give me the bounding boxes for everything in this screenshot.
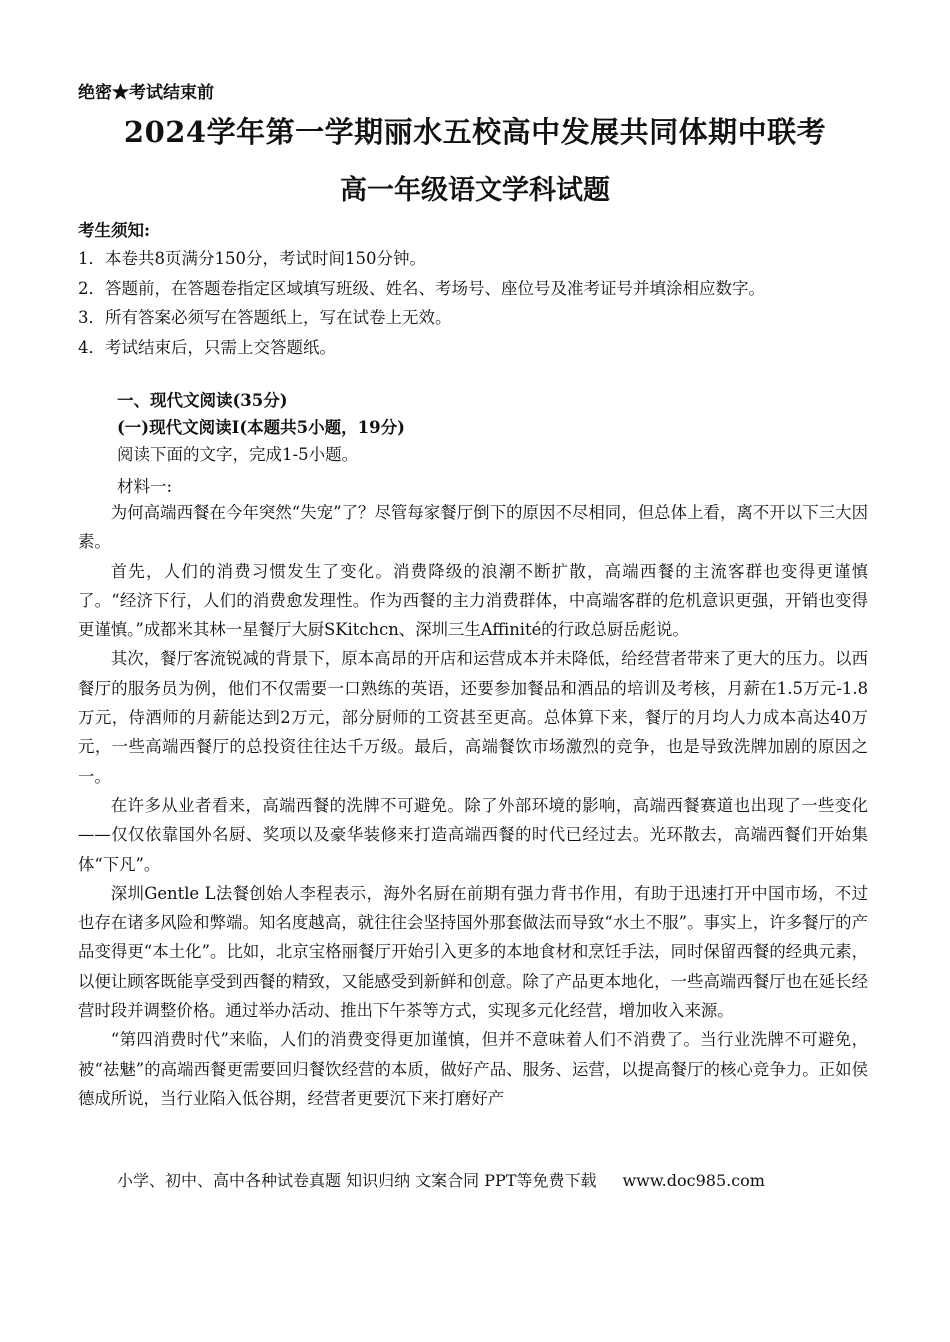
passage-paragraph: 在许多从业者看来，高端西餐的洗牌不可避免。除了外部环境的影响，高端西餐赛道也出现了一些变化——仅仅依靠国外名厨、奖项以及豪华装修来打造高端西餐的时代已经过去。光环散去，高端西餐们开始集体“下凡”。 <box>78 795 868 874</box>
passage-paragraph: 深圳Gentle L法餐创始人李程表示，海外名厨在前期有强力背书作用，有助于迅速打开中国市场，不过也存在诸多风险和弊端。知名度越高，就往往会坚持国外那套做法而导致“水土不服”。事实上，许多餐厅的产品变得更“本土化”。比如，北京宝格丽餐厅开始引入更多的本地食材和烹饪手法，同时保留西餐的经典元素，以便让顾客既能享受到西餐的精致，又能感受到新鲜和创意。除了产品更本地化，一些高端西餐厅也在延长经营时段并调整价格。通过举办活动、推出下午茶等方式，实现多元化经营，增加收入来源。 <box>78 883 868 1021</box>
passage-paragraph: 为何高端西餐在今年突然“失宠”了？尽管每家餐厅倒下的原因不尽相同，但总体上看，离不开以下三大因素。 <box>78 503 868 552</box>
reading-instruction: 阅读下面的文字，完成1-5小题。 <box>117 445 359 464</box>
notice-item: 3．所有答案必须写在答题纸上，写在试卷上无效。 <box>78 308 452 327</box>
exam-title: 2024学年第一学期丽水五校高中发展共同体期中联考 <box>123 115 827 149</box>
secret-label: 绝密★考试结束前 <box>78 83 214 103</box>
page-footer <box>117 1168 765 1191</box>
material-label: 材料一: <box>117 477 173 496</box>
notice-item: 4．考试结束后，只需上交答题纸。 <box>78 337 336 357</box>
notice-item: 2．答题前，在答题卷指定区域填写班级、姓名、考场号、座位号及准考证号并填涂相应数字。 <box>78 278 765 298</box>
notice-item: 1．本卷共8页满分150分，考试时间150分钟。 <box>78 249 426 268</box>
section-heading: 一、现代文阅读(35分) <box>117 391 288 410</box>
passage-paragraph: 其次，餐厅客流锐减的背景下，原本高昂的开店和运营成本并未降低，给经营者带来了更大的压力。以西餐厅的服务员为例，他们不仅需要一口熟练的英语，还要参加餐品和酒品的培训及考核，月薪在1.5万元-1.8万元，侍酒师的月薪能达到2万元，部分厨师的工资甚至更高。总体算下来，餐厅的月均人力成本高达40万元，一些高端西餐厅的总投资往往达千万级。最后，高端餐饮市场激烈的竞争，也是导致洗牌加剧的原因之一。 <box>78 649 868 786</box>
reading-passage <box>78 498 868 1113</box>
section-subheading: (一)现代文阅读Ⅰ(本题共5小题，19分) <box>117 418 405 437</box>
footer-url-link[interactable]: www.doc985.com <box>622 1171 765 1190</box>
passage-paragraph: “第四消费时代”来临，人们的消费变得更加谨慎，但并不意味着人们不消费了。当行业洗牌不可避免，被“祛魅”的高端西餐更需要回归餐饮经营的本质，做好产品、服务、运营，以提高餐厅的核心竞争力。正如侯德成所说，当行业陷入低谷期，经营者更要沉下来打磨好产 <box>78 1030 868 1108</box>
notice-heading: 考生须知: <box>78 221 151 240</box>
passage-paragraph: 首先，人们的消费习惯发生了变化。消费降级的浪潮不断扩散，高端西餐的主流客群也变得更谨慎了。“经济下行，人们的消费愈发理性。作为西餐的主力消费群体，中高端客群的危机意识更强，开销也变得更谨慎。”成都米其林一星餐厅大厨SKitchcn、深圳三生Affinité的行政总厨岳彪说。 <box>78 561 868 640</box>
notice-list <box>78 244 878 362</box>
footer-text: 小学、初中、高中各种试卷真题 知识归纳 文案合同 PPT等免费下载 <box>117 1171 597 1190</box>
exam-subtitle: 高一年级语文学科试题 <box>340 175 610 206</box>
